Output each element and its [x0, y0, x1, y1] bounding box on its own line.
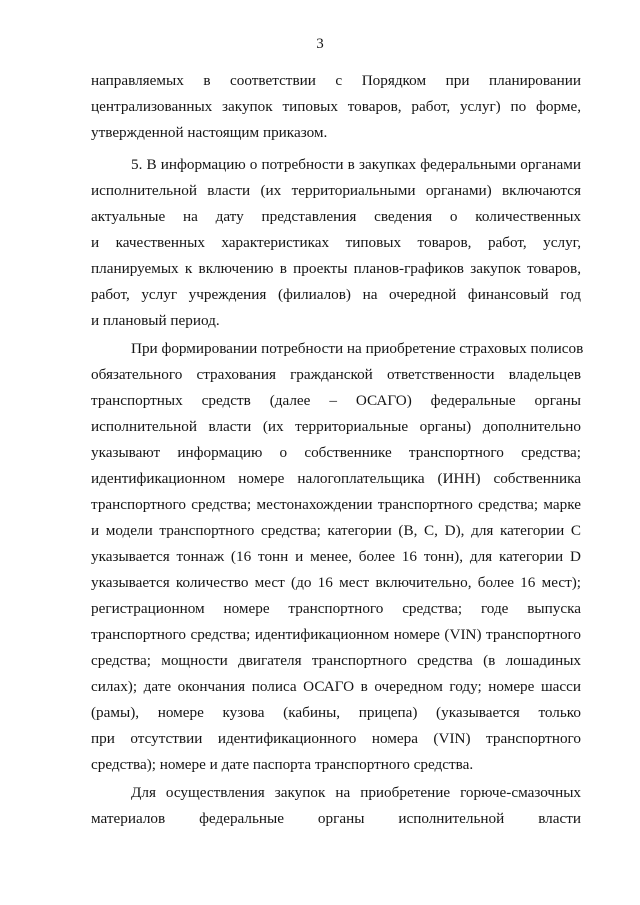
text-line: актуальные на дату представления сведения о количественных	[91, 208, 581, 225]
text-line: транспортных средств (далее – ОСАГО) федеральные органы	[91, 392, 581, 409]
text-line: и качественных характеристиках типовых товаров, работ, услуг,	[91, 234, 581, 251]
text-line: обязательного страхования гражданской ответственности владельцев	[91, 366, 581, 383]
text-line: планируемых к включению в проекты планов-графиков закупок товаров,	[91, 260, 581, 277]
text-line: материалов федеральные органы исполнительной власти	[91, 810, 581, 827]
text-line: При формировании потребности на приобретение страховых полисов	[131, 340, 584, 357]
text-line: средства); номере и дате паспорта транспортного средства.	[91, 756, 474, 773]
text-line: исполнительной власти (их территориальными органами) включаются	[91, 182, 581, 199]
text-line: указывается количество мест (до 16 мест включительно, более 16 мест);	[91, 574, 581, 591]
text-line: (рамы), номере кузова (кабины, прицепа) (указывается только	[91, 704, 581, 721]
page-number: 3	[316, 36, 324, 52]
text-line: Для осуществления закупок на приобретение горюче-смазочных	[131, 784, 581, 801]
text-line: направляемых в соответствии с Порядком при планировании	[91, 72, 581, 89]
text-line: и плановый период.	[91, 312, 220, 329]
text-line: идентификационном номере налогоплательщика (ИНН) собственника	[91, 470, 581, 487]
text-line: транспортного средства; идентификационном номере (VIN) транспортного	[91, 626, 581, 643]
text-line: силах); дате окончания полиса ОСАГО в очередном году; номере шасси	[91, 678, 581, 695]
text-line: при отсутствии идентификационного номера (VIN) транспортного	[91, 730, 581, 747]
text-line: транспортного средства; местонахождении транспортного средства; марке	[91, 496, 581, 513]
text-line: исполнительной власти (их территориальные органы) дополнительно	[91, 418, 581, 435]
text-line: 5. В информацию о потребности в закупках федеральными органами	[131, 156, 581, 173]
text-line: централизованных закупок типовых товаров, работ, услуг) по форме,	[91, 98, 581, 115]
text-line: указывают информацию о собственнике транспортного средства;	[91, 444, 581, 461]
text-line: и модели транспортного средства; категории (B, C, D), для категории C	[91, 522, 581, 539]
text-line: работ, услуг учреждения (филиалов) на очередной финансовый год	[91, 286, 581, 303]
text-line: указывается тоннаж (16 тонн и менее, более 16 тонн), для категории D	[91, 548, 581, 565]
text-line: регистрационном номере транспортного средства; годе выпуска	[91, 600, 581, 617]
text-line: средства; мощности двигателя транспортного средства (в лошадиных	[91, 652, 581, 669]
text-line: утвержденной настоящим приказом.	[91, 124, 328, 141]
